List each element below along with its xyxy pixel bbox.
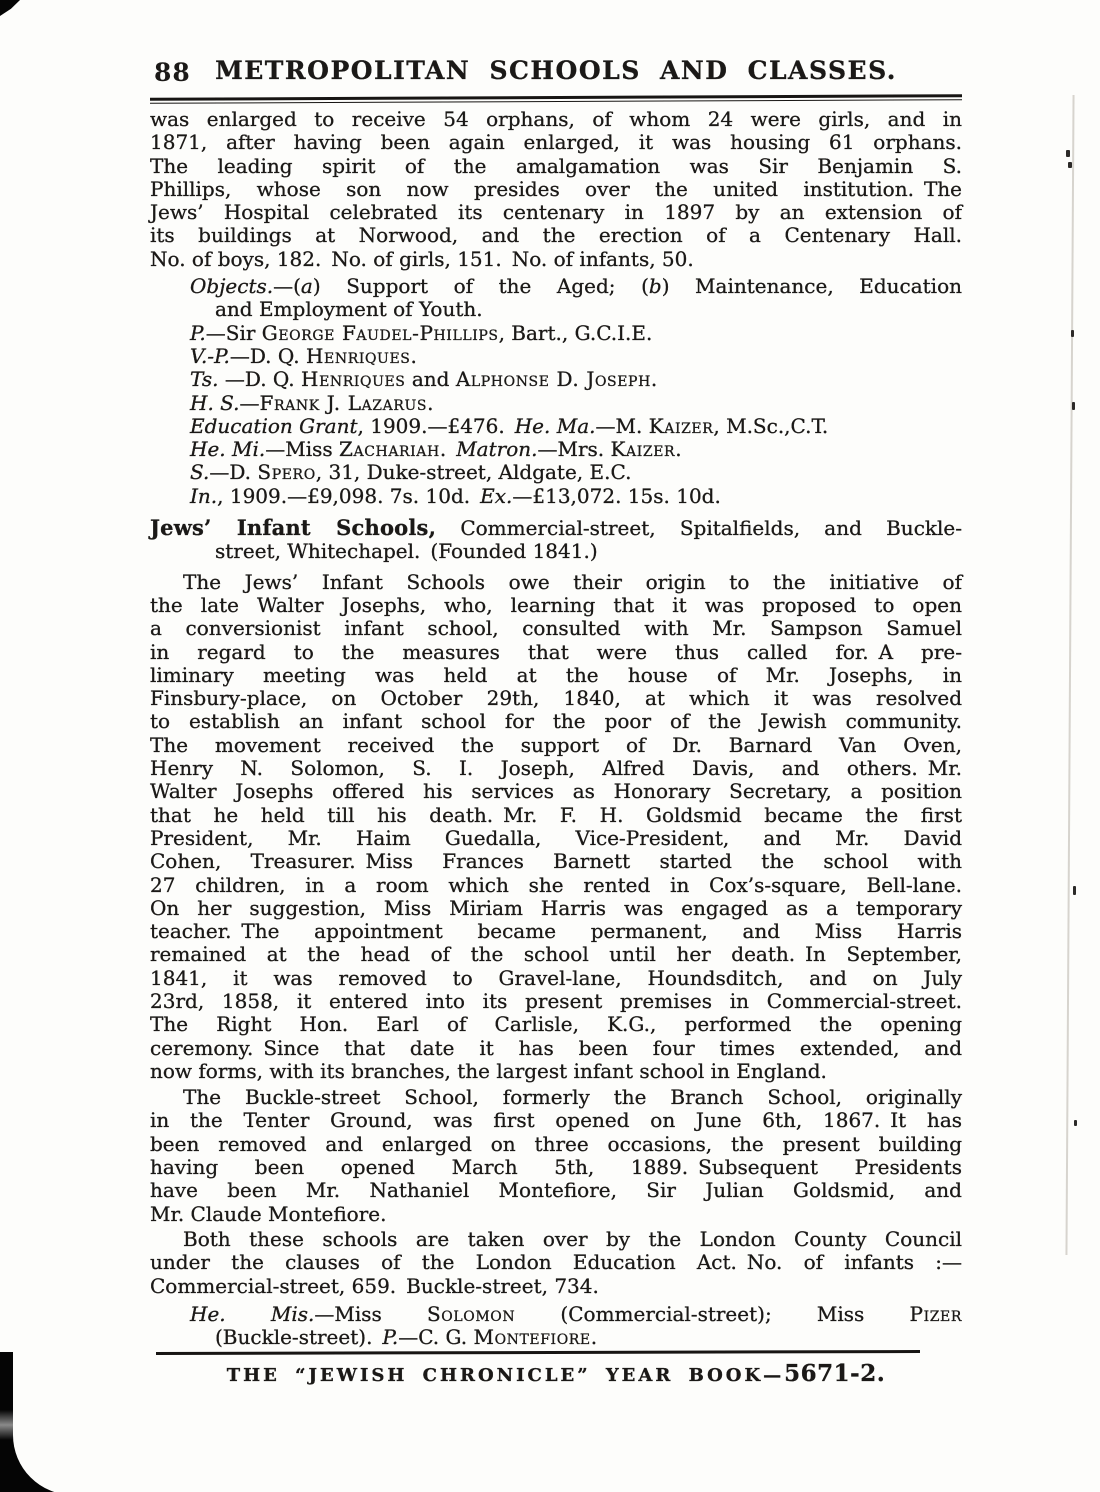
print-line: P.—Sir George Faudel-Phillips, Bart., G.C.I.E. (190, 320, 653, 345)
page-header (150, 56, 962, 102)
print-line: No. of boys, 182. No. of girls, 151. No. of infants, 50. (150, 246, 694, 271)
page-number: 88 (154, 58, 191, 87)
income-expenditure-entry (150, 485, 962, 508)
print-line: liminary meeting was held at the house of Mr. Josephs, in (150, 662, 962, 687)
education-grant-entry (150, 415, 962, 438)
print-line: in regard to the measures that were thus called for. A pre- (150, 639, 962, 664)
print-line: the late Walter Josephs, who, learning that it was proposed to open (150, 592, 962, 617)
print-line: Objects.—(a) Support of the Aged; (b) Maintenance, Education (190, 274, 962, 299)
print-line: Phillips, whose son now presides over the united institution. The (150, 176, 962, 201)
print-line: now forms, with its branches, the largest infant school in England. (150, 1058, 827, 1083)
footer-year: 5671-2. (784, 1360, 886, 1387)
print-line: Commercial-street, 659. Buckle-street, 734. (150, 1273, 599, 1298)
print-line: 1841, it was removed to Gravel-lane, Houndsditch, and on July (150, 965, 962, 990)
print-line: Cohen, Treasurer. Miss Frances Barnett started the school with (150, 849, 962, 874)
print-line: On her suggestion, Miss Miriam Harris was engaged as a temporary (150, 895, 962, 920)
origin-paragraph (150, 571, 962, 1084)
scan-artifact-speck (1074, 1120, 1077, 1126)
scan-artifact-speck (1072, 402, 1075, 410)
print-line: in the Tenter Ground, was first opened on June 6th, 1867. It has (150, 1108, 962, 1133)
page-body (150, 108, 962, 1349)
print-line: have been Mr. Nathaniel Montefiore, Sir Julian Goldsmid, and (150, 1178, 962, 1203)
print-line: Finsbury-place, on October 29th, 1840, at which it was resolved (150, 686, 962, 711)
print-line: Both these schools are taken over by the London County Council (183, 1226, 962, 1251)
print-line: President, Mr. Haim Guedalla, Vice-President, and Mr. David (150, 825, 962, 850)
scan-artifact-speck (1071, 330, 1074, 337)
print-line: and Employment of Youth. (215, 297, 483, 322)
print-line: The movement received the support of Dr. Barnard Van Oven, (150, 732, 962, 757)
running-title: METROPOLITAN SCHOOLS AND CLASSES. (215, 56, 897, 85)
head-mistress-matron-entry (150, 438, 962, 461)
print-line: Mr. Claude Montefiore. (150, 1201, 387, 1226)
scan-artifact-speck (1066, 150, 1070, 157)
print-line: In., 1909.—£9,098. 7s. 10d. Ex.—£13,072. 15s. 10d. (190, 483, 721, 508)
scan-artifact-speck (1068, 162, 1072, 168)
treasurers-entry (150, 368, 962, 391)
secretary-entry (150, 461, 962, 484)
print-line: V.-P.—D. Q. Henriques. (190, 343, 417, 368)
print-line: that he held till his death. Mr. F. H. Goldsmid became the first (150, 802, 962, 827)
scan-artifact-gutter-line (1065, 95, 1074, 1255)
scan-artifact-bottom-left (0, 1352, 150, 1492)
print-line: under the clauses of the London Education Act. No. of infants :— (150, 1250, 962, 1275)
print-line: remained at the head of the school until her death. In September, (150, 942, 962, 967)
print-line: H. S.—Frank J. Lazarus. (190, 390, 434, 415)
print-line: Ts. —D. Q. Henriques and Alphonse D. Joseph. (190, 367, 658, 392)
intro-paragraph (150, 108, 962, 271)
vice-president-entry (150, 345, 962, 368)
print-line: ceremony. Since that date it has been four times extended, and (150, 1035, 962, 1060)
scan-artifact-top-left (0, 0, 20, 16)
print-line: The leading spirit of the amalgamation was Sir Benjamin S. (150, 153, 962, 178)
print-line: The Jews’ Infant Schools owe their origin to the initiative of (183, 569, 962, 594)
president-entry (150, 322, 962, 345)
print-line: a conversionist infant school, consulted with Mr. Sampson Samuel (150, 616, 962, 641)
print-line: to establish an infant school for the poor of the Jewish community. (150, 709, 962, 734)
print-line: its buildings at Norwood, and the erection of a Centenary Hall. (150, 223, 962, 248)
hon-secretary-entry (150, 392, 962, 415)
page-footer (150, 1360, 962, 1387)
print-line: Jews’ Infant Schools, Commercial-street, Spitalfields, and Buckle- (150, 515, 962, 541)
print-line: The Buckle-street School, formerly the Branch School, originally (183, 1085, 962, 1110)
print-line: been removed and enlarged on three occasions, the present building (150, 1131, 962, 1156)
print-line: He. Mi.—Miss Zachariah. Matron.—Mrs. Kaizer. (190, 437, 682, 462)
print-line: The Right Hon. Earl of Carlisle, K.G., performed the opening (150, 1012, 962, 1037)
objects-entry (150, 275, 962, 322)
print-line: Jews’ Hospital celebrated its centenary in 1897 by an extension of (150, 200, 962, 225)
scan-artifact-speck (1073, 886, 1076, 895)
footer-imprint: THE “JEWISH CHRONICLE” YEAR BOOK— (226, 1365, 785, 1386)
print-line: having been opened March 5th, 1889. Subsequent Presidents (150, 1155, 962, 1180)
print-line: 23rd, 1858, it entered into its present premises in Commercial-street. (150, 988, 962, 1013)
print-line: Education Grant, 1909.—£476. He. Ma.—M. Kaizer, M.Sc.,C.T. (190, 413, 829, 438)
print-line: 27 children, in a room which she rented in Cox’s-square, Bell-lane. (150, 872, 962, 897)
print-line: He. Mis.—Miss Solomon (Commercial-street); Miss Pizer (190, 1301, 962, 1326)
print-line: Walter Josephs offered his services as Honorary Secretary, a position (150, 779, 962, 804)
print-line: S.—D. Spero, 31, Duke-street, Aldgate, E.C. (190, 460, 632, 485)
print-line: street, Whitechapel. (Founded 1841.) (215, 539, 598, 564)
print-line: teacher. The appointment became permanent, and Miss Harris (150, 919, 962, 944)
buckle-paragraph (150, 1086, 962, 1226)
school-heading (150, 516, 962, 564)
footer-rule (156, 1350, 920, 1355)
print-line: 1871, after having been again enlarged, it was housing 61 orphans. (150, 130, 962, 155)
print-line: was enlarged to receive 54 orphans, of whom 24 were girls, and in (150, 107, 962, 131)
header-rule (150, 94, 962, 104)
print-line: (Buckle-street). P.—C. G. Montefiore. (215, 1325, 598, 1350)
print-line: Henry N. Solomon, S. I. Joseph, Alfred Davis, and others. Mr. (150, 756, 962, 781)
lcc-paragraph (150, 1228, 962, 1298)
head-mistresses-entry (150, 1303, 962, 1350)
